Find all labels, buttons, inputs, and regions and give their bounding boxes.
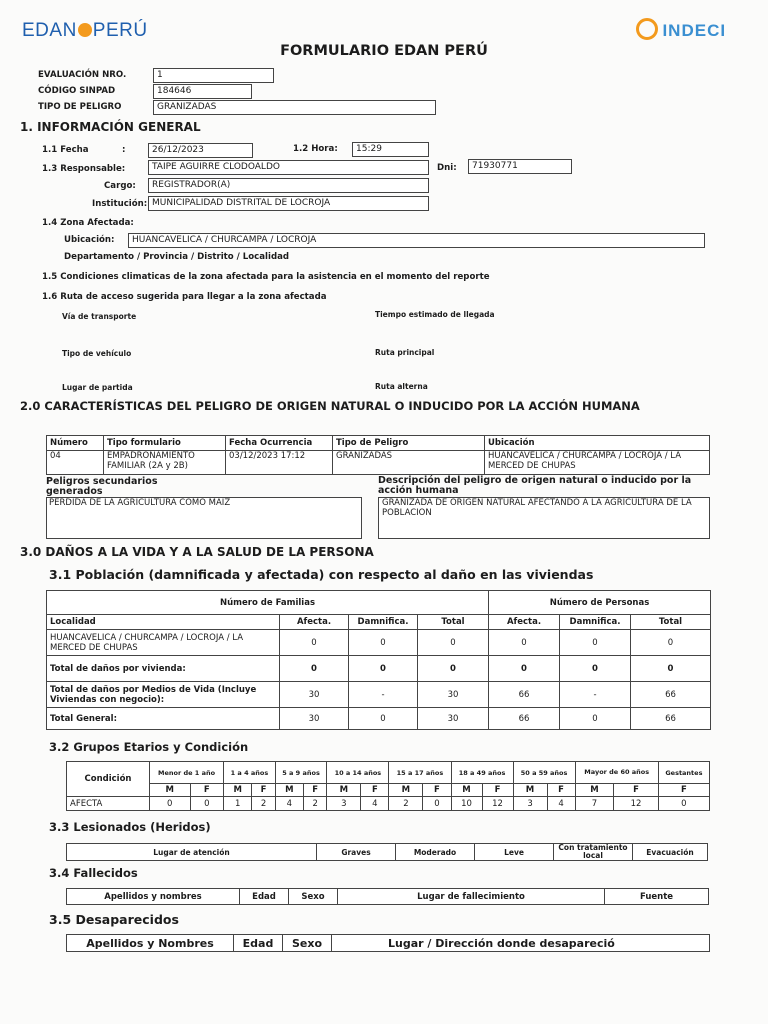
table-cell: 0 [280, 630, 349, 656]
table-row [47, 656, 711, 682]
table-row [47, 682, 711, 708]
table-cell: 66 [631, 682, 711, 708]
table-cell: 0 [423, 797, 451, 811]
logo-text-right: PERÚ [92, 20, 148, 41]
sex-header-cell: M [327, 784, 361, 797]
ubicacion-field[interactable]: HUANCAVELICA / CHURCAMPA / LOCROJA [128, 233, 705, 248]
table-cell: 4 [547, 797, 575, 811]
table-cell: 7 [575, 797, 614, 811]
table-cell: 0 [631, 630, 711, 656]
col-apellidos-nombres: Apellidos y nombres [67, 889, 240, 905]
lugar-partida-label: Lugar de partida [62, 383, 133, 392]
table-cell: 1 [224, 797, 252, 811]
poblacion-table [46, 590, 711, 730]
grupos-etarios-table [66, 761, 710, 811]
table-cell: 2 [303, 797, 326, 811]
sex-header-cell: F [252, 784, 275, 797]
row-label: Total de daños por Medios de Vida (Incluye Viviendas con negocio): [47, 682, 280, 708]
lesionados-table [66, 843, 708, 861]
ubicacion-hint: Departamento / Provincia / Distrito / Localidad [64, 252, 290, 262]
section-33-title: 3.3 Lesionados (Heridos) [49, 820, 211, 834]
header-condicion: Condición [67, 762, 150, 797]
cell-ubicacion: HUANCAVELICA / CHURCAMPA / LOCROJA / LA MERCED DE CHUPAS [485, 451, 710, 475]
group-header: 18 a 49 años [451, 762, 513, 784]
col-fam-damnifica: Damnifica. [349, 615, 418, 630]
section-31-title: 3.1 Población (damnificada y afectada) con respecto al daño en las viviendas [49, 567, 594, 582]
sex-header-cell: M [389, 784, 423, 797]
section-32-title: 3.2 Grupos Etarios y Condición [49, 740, 249, 754]
mf-header-row [67, 784, 710, 797]
indeci-ring-icon [636, 18, 658, 40]
group-header: Mayor de 60 años [575, 762, 658, 784]
fallecidos-table [66, 888, 709, 905]
col-fam-afecta: Afecta. [280, 615, 349, 630]
cell-numero: 04 [47, 451, 104, 475]
hora-label: 1.2 Hora: [293, 144, 338, 154]
table-cell: 4 [361, 797, 389, 811]
col-sexo: Sexo [283, 935, 332, 952]
table-cell: 30 [418, 682, 489, 708]
zona-afectada-label: 1.4 Zona Afectada: [42, 218, 134, 228]
header-tipo-peligro: Tipo de Peligro [333, 436, 485, 451]
dni-label: Dni: [437, 163, 457, 173]
ubicacion-label: Ubicación: [64, 235, 115, 245]
peligros-secundarios-field[interactable]: PERDIDA DE LA AGRICULTURA COMO MAIZ [46, 497, 362, 539]
table-cell: 0 [349, 656, 418, 682]
table-cell: 0 [418, 656, 489, 682]
sex-header-cell: F [423, 784, 451, 797]
fecha-field[interactable]: 26/12/2023 [148, 143, 253, 158]
responsable-label: 1.3 Responsable: [42, 164, 126, 174]
table-cell: 0 [560, 708, 631, 730]
tipo-vehiculo-label: Tipo de vehículo [62, 349, 132, 358]
col-per-afecta: Afecta. [489, 615, 560, 630]
table-row [47, 630, 711, 656]
table-cell: 12 [482, 797, 513, 811]
col-graves: Graves [317, 844, 396, 861]
row-label: Total de daños por vivienda: [47, 656, 280, 682]
table-cell: 0 [489, 656, 560, 682]
table-cell: 66 [489, 682, 560, 708]
group-header: 10 a 14 años [327, 762, 389, 784]
logo-text-left: EDAN [22, 20, 77, 41]
descripcion-peligro-label: Descripción del peligro de origen natural o inducido por la acción humana [378, 475, 692, 496]
condiciones-label: 1.5 Condiciones climaticas de la zona afectada para la asistencia en el momento del reporte [42, 272, 490, 282]
sex-header-cell: M [451, 784, 482, 797]
group-header: 15 a 17 años [389, 762, 451, 784]
group-header: 5 a 9 años [275, 762, 327, 784]
peligros-secundarios-label: Peligros secundarios generados [46, 476, 158, 497]
fecha-colon: : [122, 145, 126, 155]
table-cell: 0 [418, 630, 489, 656]
descripcion-peligro-field[interactable]: GRANIZADA DE ORIGEN NATURAL AFECTANDO A LA AGRICULTURA DE LA POBLACION [378, 497, 710, 539]
indeci-logo [636, 18, 726, 41]
fecha-label: 1.1 Fecha [42, 145, 89, 155]
table-cell: 0 [560, 630, 631, 656]
table-cell: 2 [389, 797, 423, 811]
edan-peru-logo [22, 20, 148, 42]
table-cell: 0 [349, 708, 418, 730]
table-cell: 2 [252, 797, 275, 811]
header-numero-familias: Número de Familias [47, 591, 489, 615]
table-cell: 0 [150, 797, 191, 811]
hora-field[interactable]: 15:29 [352, 142, 429, 157]
table-cell: 0 [349, 630, 418, 656]
sinpad-field[interactable]: 184646 [153, 84, 252, 99]
institucion-field[interactable]: MUNICIPALIDAD DISTRITAL DE LOCROJA [148, 196, 429, 211]
col-localidad: Localidad [47, 615, 280, 630]
section-35-title: 3.5 Desaparecidos [49, 912, 179, 927]
table-cell: 4 [275, 797, 303, 811]
table-row [47, 708, 711, 730]
sex-header-cell: F [361, 784, 389, 797]
col-evacuacion: Evacuación [633, 844, 708, 861]
col-lugar-atencion: Lugar de atención [67, 844, 317, 861]
sex-header-cell: M [224, 784, 252, 797]
ruta-acceso-label: 1.6 Ruta de acceso sugerida para llegar a la zona afectada [42, 292, 327, 302]
table-cell: 0 [658, 797, 709, 811]
tiempo-llegada-label: Tiempo estimado de llegada [375, 310, 495, 319]
cell-tipo-formulario: EMPADRONAMIENTO FAMILIAR (2A y 2B) [104, 451, 226, 475]
sun-icon [78, 23, 92, 37]
table-row [67, 797, 710, 811]
table-cell: 3 [513, 797, 547, 811]
header-numero-personas: Número de Personas [489, 591, 711, 615]
row-label: Total General: [47, 708, 280, 730]
ruta-principal-label: Ruta principal [375, 348, 435, 357]
col-apellidos-nombres: Apellidos y Nombres [67, 935, 234, 952]
group-header: 1 a 4 años [224, 762, 276, 784]
section-3-title: 3.0 DAÑOS A LA VIDA Y A LA SALUD DE LA PERSONA [20, 545, 374, 559]
table-cell: - [349, 682, 418, 708]
sex-header-cell: M [275, 784, 303, 797]
evaluacion-field[interactable]: 1 [153, 68, 274, 83]
sex-header-cell: F [614, 784, 659, 797]
indeci-logo-text: INDECI [662, 21, 727, 40]
sex-header-cell: F [482, 784, 513, 797]
col-edad: Edad [240, 889, 289, 905]
col-per-damnifica: Damnifica. [560, 615, 631, 630]
table-cell: 0 [280, 656, 349, 682]
via-transporte-label: Vía de transporte [62, 312, 137, 321]
col-fuente: Fuente [605, 889, 709, 905]
sex-header-cell: F [303, 784, 326, 797]
cargo-field[interactable]: REGISTRADOR(A) [148, 178, 429, 193]
sex-header-cell: F [190, 784, 224, 797]
row-label: AFECTA [67, 797, 150, 811]
table-cell: 30 [418, 708, 489, 730]
institucion-label: Institución: [92, 199, 148, 209]
col-sexo: Sexo [289, 889, 338, 905]
table-cell: 66 [489, 708, 560, 730]
dni-field[interactable]: 71930771 [468, 159, 572, 174]
form-title: FORMULARIO EDAN PERÚ [280, 43, 488, 59]
header-ubicacion: Ubicación [485, 436, 710, 451]
peligro-table [46, 435, 710, 475]
sex-header-cell: M [513, 784, 547, 797]
table-cell: 0 [631, 656, 711, 682]
group-header: Menor de 1 año [150, 762, 224, 784]
col-lugar-fallecimiento: Lugar de fallecimiento [338, 889, 605, 905]
col-leve: Leve [475, 844, 554, 861]
table-cell: 0 [560, 656, 631, 682]
table-cell: 0 [489, 630, 560, 656]
desaparecidos-table [66, 934, 710, 952]
header-fecha-ocurrencia: Fecha Ocurrencia [226, 436, 333, 451]
table-cell: 3 [327, 797, 361, 811]
section-2-title: 2.0 CARACTERÍSTICAS DEL PELIGRO DE ORIGEN NATURAL O INDUCIDO POR LA ACCIÓN HUMANA [20, 399, 640, 413]
col-edad: Edad [234, 935, 283, 952]
sex-header-cell: F [547, 784, 575, 797]
cargo-label: Cargo: [104, 181, 136, 191]
tipo-peligro-label: TIPO DE PELIGRO [38, 102, 122, 112]
group-header: 50 a 59 años [513, 762, 575, 784]
table-cell: 66 [631, 708, 711, 730]
evaluacion-label: EVALUACIÓN NRO. [38, 70, 127, 80]
table-cell: 30 [280, 708, 349, 730]
section-1-title: 1. INFORMACIÓN GENERAL [20, 120, 201, 134]
table-cell: 0 [190, 797, 224, 811]
sex-header-cell: M [575, 784, 614, 797]
responsable-field[interactable]: TAIPE AGUIRRE CLODOALDO [148, 160, 429, 175]
col-tratamiento-local: Con tratamiento local [554, 844, 633, 861]
header-tipo-formulario: Tipo formulario [104, 436, 226, 451]
table-cell: 12 [614, 797, 659, 811]
section-34-title: 3.4 Fallecidos [49, 866, 138, 880]
header-numero: Número [47, 436, 104, 451]
table-cell: 10 [451, 797, 482, 811]
cell-fecha-ocurrencia: 03/12/2023 17:12 [226, 451, 333, 475]
cell-tipo-peligro: GRANIZADAS [333, 451, 485, 475]
row-label: HUANCAVELICA / CHURCAMPA / LOCROJA / LA MERCED DE CHUPAS [47, 630, 280, 656]
col-lugar-desaparicion: Lugar / Dirección donde desapareció [332, 935, 710, 952]
col-fam-total: Total [418, 615, 489, 630]
table-cell: 30 [280, 682, 349, 708]
sinpad-label: CÓDIGO SINPAD [38, 86, 116, 96]
ruta-alterna-label: Ruta alterna [375, 382, 428, 391]
col-per-total: Total [631, 615, 711, 630]
tipo-peligro-field[interactable]: GRANIZADAS [153, 100, 436, 115]
group-header: Gestantes [658, 762, 709, 784]
sex-header-cell: M [150, 784, 191, 797]
col-moderado: Moderado [396, 844, 475, 861]
table-cell: - [560, 682, 631, 708]
sex-header-cell: F [658, 784, 709, 797]
